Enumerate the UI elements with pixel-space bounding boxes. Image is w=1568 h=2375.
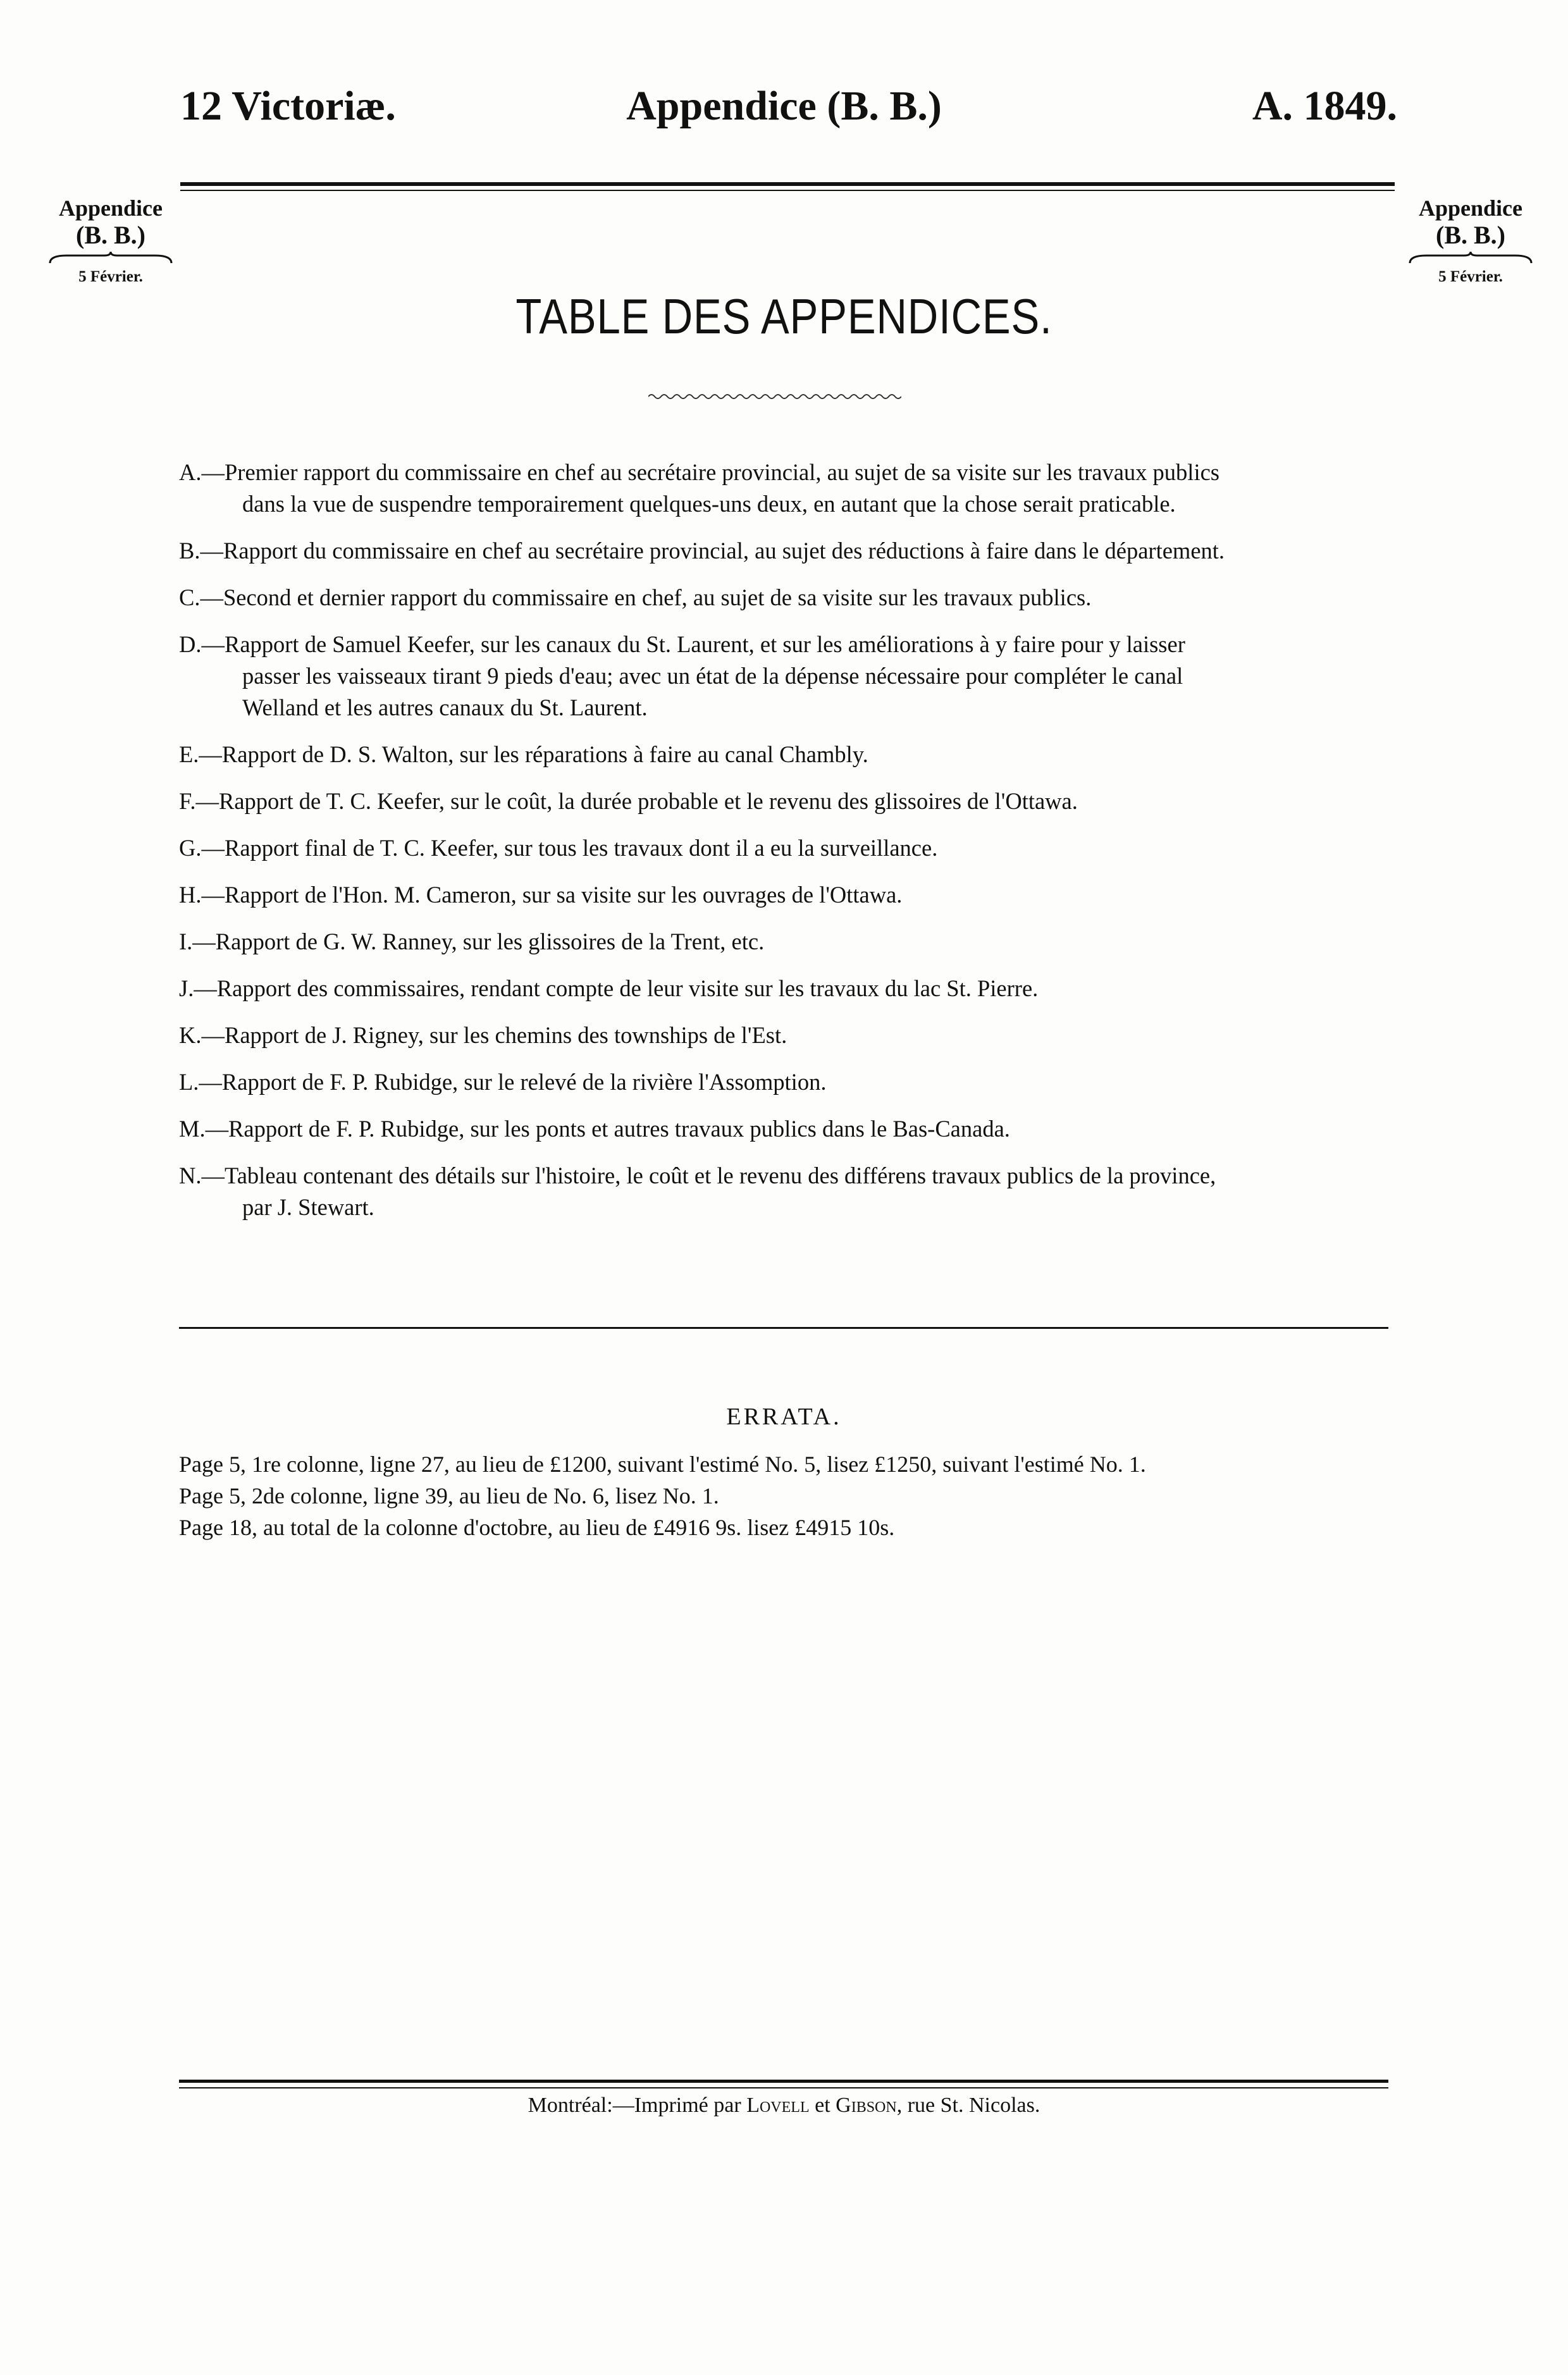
appendix-text: A.—Premier rapport du commissaire en chef au secrétaire provincial, au sujet de sa visite sur les travaux publics [179,459,1219,485]
imprint-prefix: Montréal:—Imprimé par [528,2094,747,2117]
imprint-printer-lovell: Lovell [746,2094,810,2117]
appendix-text-cont: passer les vaisseaux tirant 9 pieds d'eau; avec un état de la dépense nécessaire pour compléter le canal [242,663,1183,689]
appendix-list [179,457,1400,1238]
appendix-item-m [179,1113,1400,1145]
appendix-text-cont: dans la vue de suspendre temporairement quelques-uns deux, en autant que la chose serait praticable. [242,491,1176,517]
appendix-item-j [179,973,1400,1004]
margin-note-right [1388,195,1553,286]
appendix-text: B.—Rapport du commissaire en chef au secrétaire provincial, au sujet des réductions à faire dans le département. [179,538,1225,564]
margin-note-title: Appendice [58,195,163,221]
page-title: TABLE DES APPENDICES. [515,288,1053,344]
imprint-suffix: , rue St. Nicolas. [896,2094,1040,2117]
appendix-text: J.—Rapport des commissaires, rendant compte de leur visite sur les travaux du lac St. Pierre. [179,975,1039,1001]
appendix-item-i [179,926,1400,958]
footer-rule-thick [179,2080,1388,2083]
brace-icon [1407,250,1534,266]
header-year: A. 1849. [1252,83,1397,129]
appendix-text: F.—Rapport de T. C. Keefer, sur le coût, la durée probable et le revenu des glissoires de l'Ottawa. [179,788,1078,814]
margin-note-left [28,195,193,286]
margin-note-date: 5 Février. [1438,268,1503,285]
errata-line: Page 5, 2de colonne, ligne 39, au lieu de No. 6, lisez No. 1. [179,1483,719,1508]
header-rule-thick [180,182,1395,186]
appendix-item-h [179,879,1400,911]
appendix-text: I.—Rapport de G. W. Ranney, sur les glissoires de la Trent, etc. [179,928,765,954]
header-volume: 12 Victoriæ. [180,83,396,129]
imprint-conjunction: et [809,2094,836,2117]
appendix-item-c [179,582,1400,614]
appendix-item-g [179,832,1400,864]
appendix-item-l [179,1066,1400,1098]
appendix-text: M.—Rapport de F. P. Rubidge, sur les ponts et autres travaux publics dans le Bas-Canada. [179,1116,1010,1142]
appendix-text: E.—Rapport de D. S. Walton, sur les réparations à faire au canal Chambly. [179,741,868,767]
footer-rule-thin [179,2087,1388,2088]
appendix-text-cont: Welland et les autres canaux du St. Laurent. [242,694,648,720]
imprint [0,2094,1568,2118]
appendix-text: K.—Rapport de J. Rigney, sur les chemins des townships de l'Est. [179,1022,787,1048]
margin-note-date: 5 Février. [78,268,143,285]
margin-note-code: (B. B.) [76,221,145,249]
appendix-text: G.—Rapport final de T. C. Keefer, sur tous les travaux dont il a eu la surveillance. [179,835,938,861]
appendix-item-k [179,1020,1400,1051]
ornament-divider-icon [648,392,901,401]
header-rule-thin [180,190,1395,191]
appendix-item-e [179,739,1400,770]
appendix-item-n [179,1160,1400,1223]
margin-note-title: Appendice [1418,195,1523,221]
errata-heading: ERRATA. [726,1403,842,1430]
appendix-item-d [179,629,1400,724]
errata-line: Page 5, 1re colonne, ligne 27, au lieu de £1200, suivant l'estimé No. 5, lisez £1250, suivant l'estimé No. 1. [179,1452,1146,1477]
errata-list [179,1448,1400,1543]
appendix-item-f [179,786,1400,817]
margin-note-code: (B. B.) [1436,221,1505,249]
appendix-text: D.—Rapport de Samuel Keefer, sur les canaux du St. Laurent, et sur les améliorations à y faire pour y laisser [179,631,1185,657]
header-appendix: Appendice (B. B.) [626,83,942,129]
appendix-text-cont: par J. Stewart. [242,1194,374,1220]
appendix-text: L.—Rapport de F. P. Rubidge, sur le relevé de la rivière l'Assomption. [179,1069,827,1095]
appendix-text: C.—Second et dernier rapport du commissaire en chef, au sujet de sa visite sur les travaux publics. [179,584,1092,610]
appendix-item-b [179,535,1400,567]
appendix-text: N.—Tableau contenant des détails sur l'histoire, le coût et le revenu des différens travaux publics de la province, [179,1163,1216,1188]
imprint-printer-gibson: Gibson [836,2094,897,2117]
brace-icon [47,250,174,266]
errata-line: Page 18, au total de la colonne d'octobre, au lieu de £4916 9s. lisez £4915 10s. [179,1515,895,1540]
appendix-item-a [179,457,1400,520]
section-divider [179,1327,1388,1329]
appendix-text: H.—Rapport de l'Hon. M. Cameron, sur sa visite sur les ouvrages de l'Ottawa. [179,882,903,908]
